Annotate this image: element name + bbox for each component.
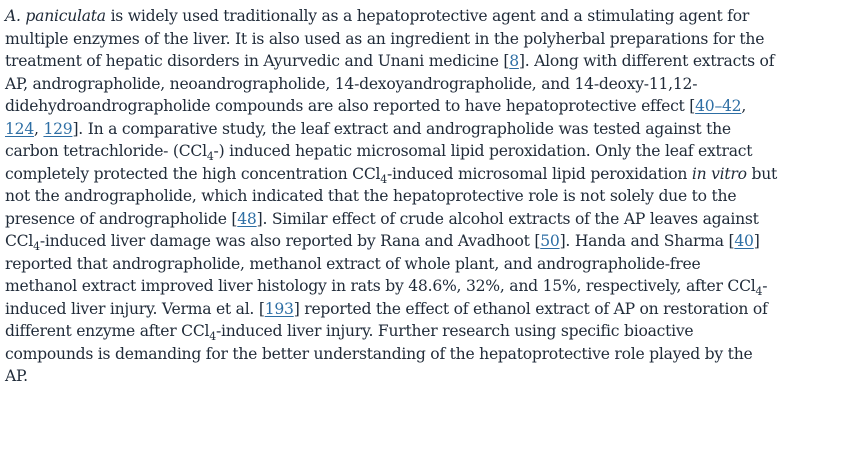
text-segment: -) induced hepatic microsomal lipid peroxidation. Only the leaf extract (213, 142, 753, 160)
text-segment: is widely used traditionally as a hepatoprotective agent and a stimulating agent for (105, 7, 750, 25)
text-segment: methanol extract improved liver histology in rats by 48.6%, 32%, and 15%, respectively, after CCl (5, 277, 756, 295)
citation-link[interactable]: 50 (540, 232, 560, 250)
text-line (5, 208, 858, 231)
text-segment: AP. (5, 367, 28, 385)
text-segment: CCl (5, 232, 34, 250)
text-segment: ]. In a comparative study, the leaf extract and andrographolide was tested against the (72, 119, 731, 138)
text-segment: , (741, 97, 747, 115)
text-line (5, 343, 858, 366)
text-line (5, 140, 858, 163)
text-segment: - (762, 277, 768, 295)
text-line (5, 95, 858, 118)
text-line (5, 185, 858, 208)
text-line (5, 298, 858, 321)
text-segment: ] reported the effect of ethanol extract of AP on restoration of (293, 299, 768, 318)
subscript: 4 (380, 172, 387, 186)
text-line (5, 365, 858, 388)
citation-link[interactable]: 8 (509, 52, 519, 70)
text-line (5, 275, 858, 298)
text-line (5, 163, 858, 186)
text-line (5, 230, 858, 253)
subscript: 4 (33, 239, 40, 253)
text-segment: ] (753, 232, 760, 250)
text-line (5, 320, 858, 343)
text-segment: completely protected the high concentration CCl (5, 164, 381, 183)
paragraph (5, 5, 858, 388)
text-segment: , (34, 119, 44, 138)
citation-link[interactable]: 40–42 (695, 97, 742, 115)
text-segment: presence of andrographolide [ (5, 209, 238, 228)
italic-text: in vitro (691, 164, 747, 183)
text-line (5, 253, 858, 276)
italic-text: A. paniculata (5, 7, 106, 25)
text-segment: treatment of hepatic disorders in Ayurvedic and Unani medicine [ (5, 52, 510, 70)
text-segment: reported that andrographolide, methanol extract of whole plant, and andrographolide-free (5, 254, 701, 273)
citation-link[interactable]: 129 (43, 119, 73, 138)
subscript: 4 (755, 284, 763, 298)
text-segment: ]. Handa and Sharma [ (559, 232, 735, 250)
text-segment: ]. Similar effect of crude alcohol extracts of the AP leaves against (256, 209, 759, 228)
text-line (5, 118, 858, 141)
text-segment: compounds is demanding for the better understanding of the hepatoprotective role played by the (5, 344, 753, 363)
text-line (5, 73, 858, 96)
text-line (5, 5, 858, 28)
text-segment: -induced liver damage was also reported by Rana and Avadhoot [ (39, 232, 541, 250)
text-segment: didehydroandrographolide compounds are also reported to have hepatoprotective effect [ (5, 97, 696, 115)
citation-link[interactable]: 40 (734, 232, 754, 250)
text-segment: induced liver injury. Verma et al. [ (5, 299, 265, 318)
citation-link[interactable]: 193 (264, 299, 294, 318)
text-segment: AP, andrographolide, neoandrographolide, 14-dexoyandrographolide, and 14-deoxy-11,12- (5, 74, 698, 93)
text-segment: carbon tetrachloride- (CCl (5, 142, 207, 160)
subscript: 4 (209, 329, 216, 343)
text-segment: not the andrographolide, which indicated that the hepatoprotective role is not solely due to the (5, 187, 737, 205)
text-line (5, 50, 858, 73)
text-segment: but (746, 164, 778, 183)
text-segment: ]. Along with different extracts of (518, 52, 775, 70)
subscript: 4 (206, 149, 214, 163)
citation-link[interactable]: 48 (237, 209, 257, 228)
text-segment: different enzyme after CCl (5, 322, 210, 340)
text-segment: multiple enzymes of the liver. It is also used as an ingredient in the polyherbal preparations for the (5, 29, 765, 48)
citation-link[interactable]: 124 (5, 119, 35, 138)
text-segment: -induced microsomal lipid peroxidation (386, 164, 692, 183)
text-line (5, 28, 858, 51)
text-segment: -induced liver injury. Further research using specific bioactive (216, 322, 694, 340)
